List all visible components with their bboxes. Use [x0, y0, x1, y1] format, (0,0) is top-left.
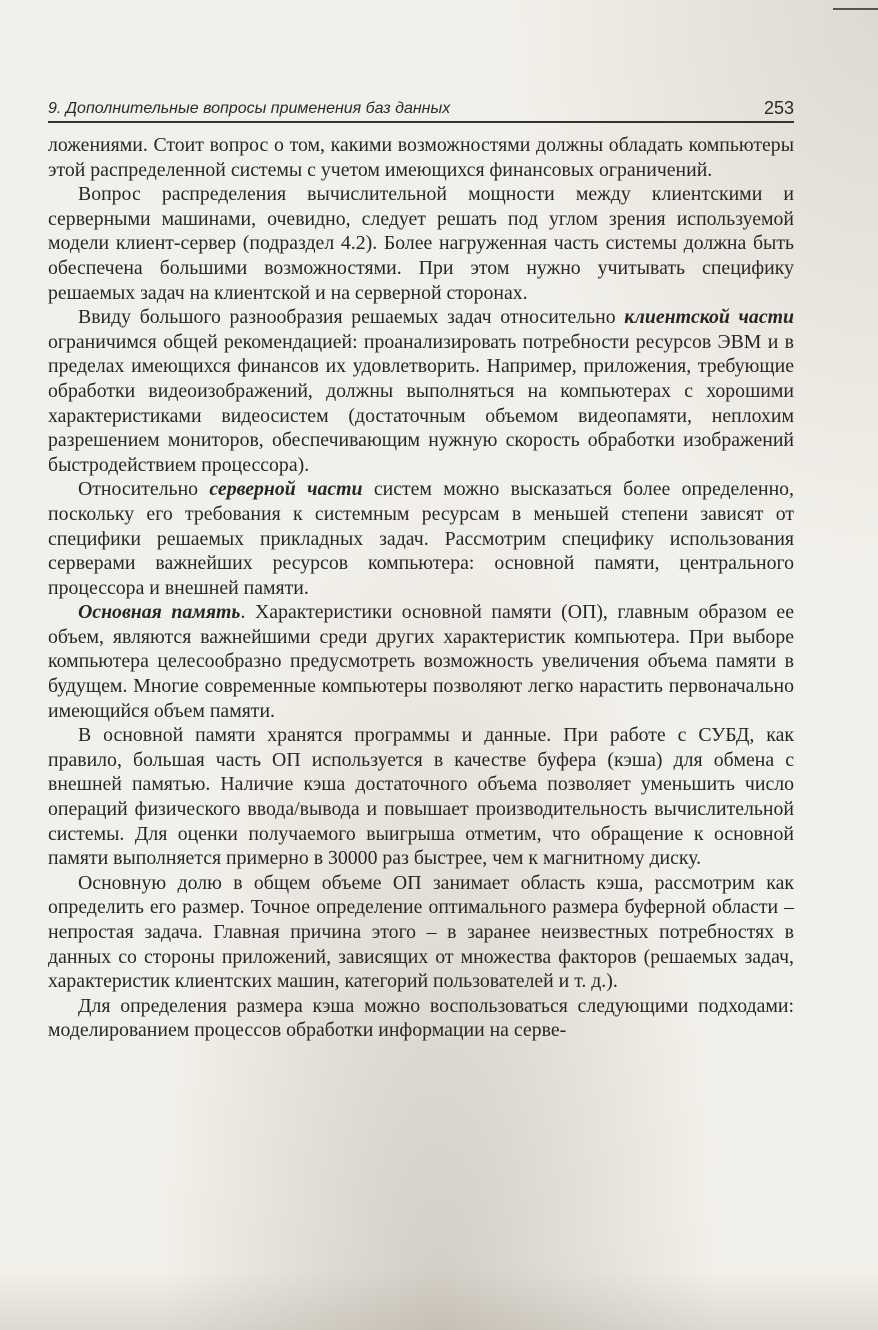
paragraph-text: ложениями. Стоит вопрос о том, какими возможностями должны обладать компьютеры этой распределенной системы с учетом имеющихся финансовых ограничений. [48, 134, 794, 181]
paragraph-text: . Характеристики основной памяти (ОП), главным образом ее объем, являются важнейшими среди других характеристик компьютера. При выборе компьютера целесообразно предусмотреть возможность увеличения объема памяти в будущем. Многие современные компьютеры позволяют легко нарастить первоначально имеющийся объем памяти. [48, 601, 794, 722]
paragraph-text: ограничимся общей рекомендацией: проанализировать потребности ресурсов ЭВМ и в пределах имеющихся финансов их удовлетворить. Например, приложения, требующие обработки видеоизображений, должны выполняться на компьютерах с хорошими характеристиками видеосистем (достаточным объемом видеопамяти, неплохим разрешением мониторов, обеспечивающим нужную скорость обработки изображений быстродействием процессора). [48, 330, 794, 476]
paragraph-text: Для определения размера кэша можно воспользоваться следующими подходами: моделированием процессов обработки информации на серве- [48, 994, 794, 1042]
emphasized-term: клиентской части [624, 306, 794, 329]
paragraph [48, 182, 794, 305]
paragraph-text: Основную долю в общем объеме ОП занимает область кэша, рассмотрим как определить его размер. Точное определение оптимального размера буферной области – непростая задача. Главная причина этого – в заранее неизвестных потребностях в данных со стороны приложений, зависящих от множества факторов (решаемых задач, характеристик клиентских машин, категорий пользователей и т. д.). [48, 871, 794, 993]
paragraph [48, 600, 794, 723]
running-header [48, 100, 794, 120]
paragraph [48, 723, 794, 871]
header-rule [48, 121, 794, 123]
chapter-title: 9. Дополнительные вопросы применения баз данных [48, 100, 451, 117]
paragraph [48, 871, 794, 994]
paragraph-text: Вопрос распределения вычислительной мощности между клиентскими и серверными машинами, очевидно, следует решать под углом зрения используемой модели клиент-сервер (подраздел 4.2). Более нагруженная часть системы должна быть обеспечена большими возможностями. При этом нужно учитывать специфику решаемых задач на клиентской и на серверной сторонах. [48, 183, 794, 304]
body-text [48, 133, 794, 1043]
paragraph-text: В основной памяти хранятся программы и данные. При работе с СУБД, как правило, большая часть ОП используется в качестве буфера (кэша) для обмена с внешней памятью. Наличие кэша достаточного объема позволяет уменьшить число операций физического ввода/вывода и повышает производительность вычислительной системы. Для оценки получаемого выигрыша отметим, что обращение к основной памяти выполняется примерно в 30000 раз быстрее, чем к магнитному диску. [48, 724, 794, 870]
corner-rule [833, 8, 878, 10]
paragraph [48, 133, 794, 182]
paragraph [48, 994, 794, 1043]
paragraph [48, 477, 794, 600]
paragraph-text: Ввиду большого разнообразия решаемых задач относительно [78, 306, 625, 329]
paragraph-text: Относительно [78, 478, 210, 501]
emphasized-term: Основная память [78, 601, 241, 624]
paragraph-text: систем можно высказаться более определенно, поскольку его требования к системным ресурсам в меньшей степени зависят от специфики решаемых прикладных задач. Рассмотрим специфику использования серверами важнейших ресурсов компьютера: основной памяти, центрального процессора и внешней памяти. [48, 478, 794, 599]
page-shadow [0, 1270, 878, 1330]
emphasized-term: серверной части [209, 478, 363, 501]
page-number: 253 [763, 98, 794, 118]
paragraph [48, 305, 794, 477]
